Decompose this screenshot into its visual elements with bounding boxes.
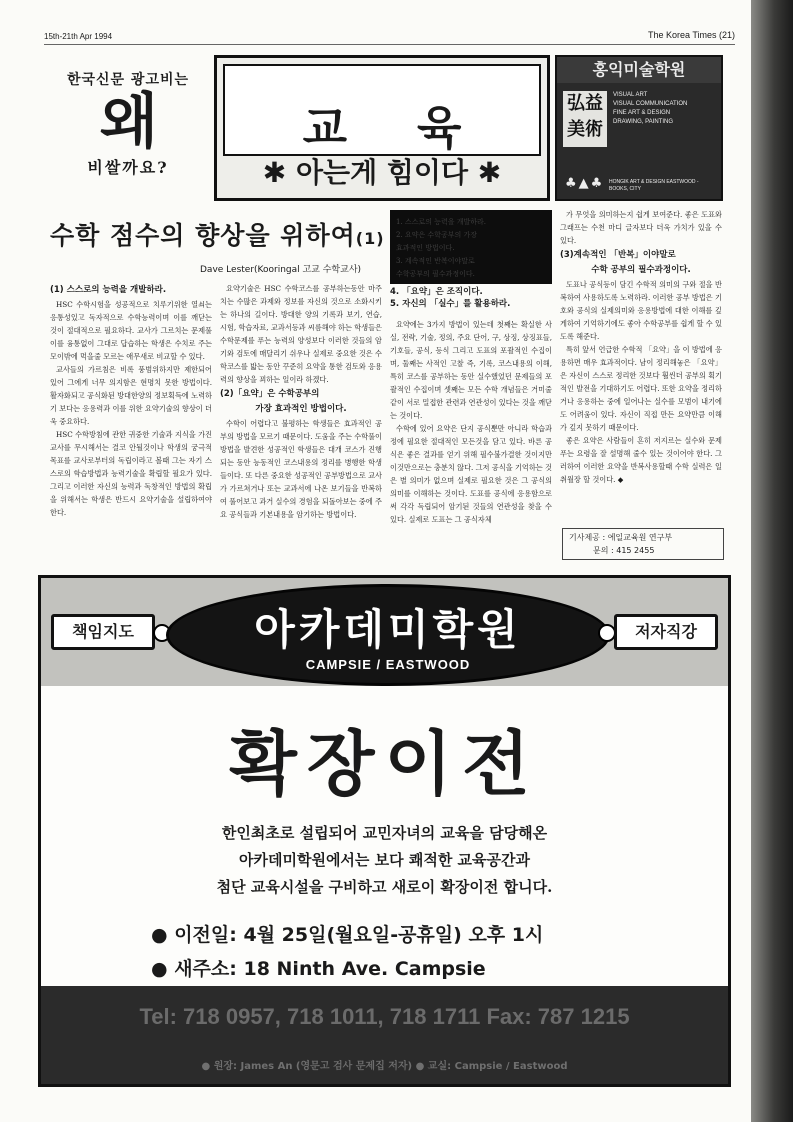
course-item: FINE ART & DESIGN <box>613 110 671 116</box>
hongik-icons: ♣▲♣ <box>565 176 605 191</box>
section-heading: (3)계속적인 「반복」이야말로 <box>560 250 676 260</box>
paragraph: 요약에는 3가지 방법이 있는데 첫째는 확실한 사실, 전략, 기술, 정의, 주요 단어, 구, 상징, 상징표들, 기호들, 공식, 등식 그리고 도표의 포괄적인 수집이며, 둘째는 사적인 고찰 즉, 기록, 코스내용의 이해, 특히 코스를 공부하는 동안 실수했었던 문제들의 포괄적인 수집이며 셋째는 모든 수학 개념들은 거미줄 같이 서로 밀접한 관련과 연관성이 있다는 것을 깨닫는 것이다. <box>390 320 552 420</box>
section-heading: (2)「요약」은 수학공부의 <box>220 389 320 399</box>
hongik-footer: HONGIK ART & DESIGN EASTWOOD - BOOKS, CITY <box>609 179 699 192</box>
desc-line: 첨단 교육시설을 구비하고 새로이 확장이전 합니다. <box>216 878 553 896</box>
paragraph: 수학에 있어 요약은 단지 공식뿐만 아니라 학습과정에 필요한 절대적인 모든것을 담고 있다. 바른 공식은 좋은 결과를 얻기 위해 필수불가결한 것이지만 이것만으로는 충분치 않다. 그저 공식을 기억하는 것은 별 의미가 없으며 실제로 필요한 것은 그 공식의 의미를 이해하는 것이다. 도표를 공식에 응용함으로써 각각 독립되어 암기된 것들의 연관성을 찾을 수 있다. 실제로 도표는 그 공식자체 <box>390 424 552 524</box>
page-header <box>44 26 735 45</box>
tag-right: 저자직강 <box>614 614 718 650</box>
section-heading: 수학 공부의 필수과정이다. <box>591 265 691 275</box>
section-banner <box>214 55 550 201</box>
summary-line: 1. 스스로의 능력을 개발하라. <box>396 218 486 226</box>
desc-line: 한인최초로 설립되어 교민자녀의 교육을 담당해온 <box>221 824 548 842</box>
page-edge-shadow <box>751 0 793 1122</box>
desc-line: 아카데미학원에서는 보다 쾌적한 교육공간과 <box>239 851 530 869</box>
summary-line: 효과적인 방법이다. <box>396 244 455 252</box>
academy-location: CAMPSIE / EASTWOOD <box>305 657 471 672</box>
contact-phone: 문의 : 415 2455 <box>593 546 655 555</box>
summary-item: 5. 자신의 「실수」를 활용하라. <box>390 299 511 309</box>
academy-contact-band <box>41 986 728 1084</box>
paper-name: The Korea Times (21) <box>647 30 735 40</box>
paragraph: 도표나 공식등이 담긴 수학적 의미의 구와 절을 반복하여 사용하도록 노력하라. 이러한 공부 방법은 기호와 공식의 실제의미와 응용방법에 대한 이해를 깊게하여 기억하기에도 좋아 수학공부를 쉽게 할 수 있도록 해준다. <box>560 280 722 341</box>
contact-source: 기사제공 : 에일교육원 연구부 <box>569 533 673 542</box>
hongik-name: 홍익미술학원 <box>557 57 721 83</box>
headline-text: 수학 점수의 향상을 위하여 <box>50 221 356 250</box>
paragraph: 특히 앞서 언급한 수학적 「요약」을 이 방법에 응용하면 매우 효과적이다. 남이 정리해놓은 「요약」은 자신이 스스로 정리한 것보다 훨씬더 공부의 획기적인 발전을 기대하기도 어렵다. 또한 요약을 정리하거나 응용하는 중에 일어나는 실수를 모범이 내기에도 어려움이 있다. 자신이 직접 만든 요약만큼 이해가 깊지 못하기 때문이다. <box>560 345 722 432</box>
academy-description <box>41 820 728 901</box>
article-column-2 <box>220 282 382 521</box>
summary-line: 2. 요약은 수학공부의 가장 <box>396 231 477 239</box>
headline-number: (1) <box>355 229 385 248</box>
section-subtitle: ✱ 아는게 힘이다 ✱ <box>262 156 502 189</box>
article-headline <box>50 216 385 252</box>
academy-phone: Tel: 718 0957, 718 1011, 718 1711 Fax: 787 1215 <box>139 1004 630 1029</box>
hongik-courses <box>613 91 687 127</box>
hongik-logo: 弘益美術 <box>563 91 607 147</box>
paragraph: 가 무엇을 의미하는지 쉽게 보여준다. 좋은 도표와 그래프는 수천 마디 글자보다 더욱 가치가 있을 수 있다. <box>560 210 722 245</box>
article-column-1 <box>50 282 212 519</box>
ad-big-word: 왜 <box>100 87 156 157</box>
course-item: DRAWING, PAINTING <box>613 119 673 125</box>
article-contact <box>562 528 724 560</box>
new-address: ● 새주소: 18 Ninth Ave. Campsie <box>151 958 486 980</box>
section-heading: 가장 효과적인 방법이다. <box>255 404 347 414</box>
academy-headline: 확장이전 <box>229 723 540 805</box>
paragraph: 좋은 요약은 사람들이 흔히 저지르는 실수와 문제푸는 요령을 잘 설명해 줄수 있는 것이어야 한다. 그러하여 이러한 요약을 반복사용할때 수학 실력은 일취월장 할 것이다. ◆ <box>560 436 722 484</box>
academy-footer: ● 원장: James An (영문고 검사 문제집 저자) ● 교실: Campsie / Eastwood <box>201 1061 568 1072</box>
paragraph: 요약기술은 HSC 수학코스를 공부하는동안 마주치는 수많은 과제와 정보를 자신의 것으로 소화시키는 하나의 길이다. 방대한 양의 기록과 보기, 연습, 시험, 학습자료, 교과서등과 씨름해야 하는 학생들은 수학문제를 푸는 능력의 양성보다 이러한 것들의 암기와 검토에 매달리기 쉬우나 실제로 중요한 것은 수학코스를 밟는 동안 꾸준히 요약을 통한 검토와 응용력의 향상을 꾀하는 일이라 하겠다. <box>220 284 382 384</box>
summary-items <box>390 286 510 310</box>
academy-name: 아카데미학원 <box>254 605 522 654</box>
academy-logo-oval <box>166 584 610 686</box>
ad-hongik <box>555 55 723 201</box>
section-title: 교육 <box>302 101 532 155</box>
article-column-4 <box>560 208 722 486</box>
summary-line: 수학공부의 필수과정이다. <box>396 270 475 278</box>
article-column-3 <box>390 318 552 526</box>
section-title-box <box>223 64 541 156</box>
tag-left: 책임지도 <box>51 614 155 650</box>
paragraph: 교사들의 가르침은 비록 풍범위하지만 제한되어 있어 그에게 너무 의지함은 현명치 못한 방법이다. 활자화되고 공식화된 방대한양의 정보획득에 노력하기 보다는 응용력과 이를 위한 요약기술의 향상이 더욱 중요하다. <box>50 365 212 426</box>
summary-line: 3. 계속적인 반복이야말로 <box>396 257 475 265</box>
move-date: ● 이전일: 4월 25일(월요일-공휴일) 오후 1시 <box>151 924 544 946</box>
course-item: VISUAL COMMUNICATION <box>613 101 688 107</box>
ad-line1: 한국신문 광고비는 <box>66 72 190 88</box>
summary-box <box>390 210 552 284</box>
summary-item: 4. 「요약」은 조직이다. <box>390 287 483 297</box>
academy-banner <box>41 578 728 686</box>
paragraph: HSC 수학시험을 성공적으로 치루기위한 열쇠는 응통성있고 독자적으로 수학능력이며 이를 깨닫는 것이 절대적으로 필요하다. 교사가 그르치는 문제풀이를 융통없이 그대로 답습하는 학생은 수치로 주는 모이밖에 먹을줄 모르는 애무새로 비교할 수 있다. <box>50 300 212 361</box>
ad-line2: 비쌀까요? <box>87 158 169 177</box>
course-item: VISUAL ART <box>613 92 648 98</box>
paragraph: HSC 수학방침에 관한 귀중한 기술과 지식을 가진 교사를 무시해서는 결코 안될것이나 학생의 궁극적 목표를 교사로부터의 독립이라고 볼때 그는 자기 스스로의 학습방법과 능력기술을 확립할 필요가 있다. 그리고 이러한 자신의 능력과 독창적인 방법의 확립을 위해서는 학생은 반드시 요약기술을 설립하여야 한다. <box>50 430 212 517</box>
section-heading: (1) 스스로의 능력을 개발하라. <box>50 285 167 295</box>
ad-academy <box>38 575 731 1087</box>
issue-date: 15th-21th Apr 1994 <box>44 32 113 41</box>
paragraph: 수학이 어렵다고 불평하는 학생들은 효과적인 공부의 방법을 모르기 때문이다. 도움을 주는 수학풀이방법을 발견한 성공적인 학생들은 대개 코스가 진행되는 동안 능동적인 코스내용의 정리를 병행한 학생들이다. 또 다른 중요한 성공적인 공부방법으로 교사가 가르쳐거나 또는 교과서에 나온 보기들을 반복하여 풀어보고 과거 실수의 경험을 되돌아보는 중에 주요 공식들과 기본내용을 암기하는 방법이다. <box>220 419 382 519</box>
ad-newspaper-price <box>42 55 214 201</box>
article-byline: Dave Lester(Kooringal 고교 수학교사) <box>200 265 362 275</box>
